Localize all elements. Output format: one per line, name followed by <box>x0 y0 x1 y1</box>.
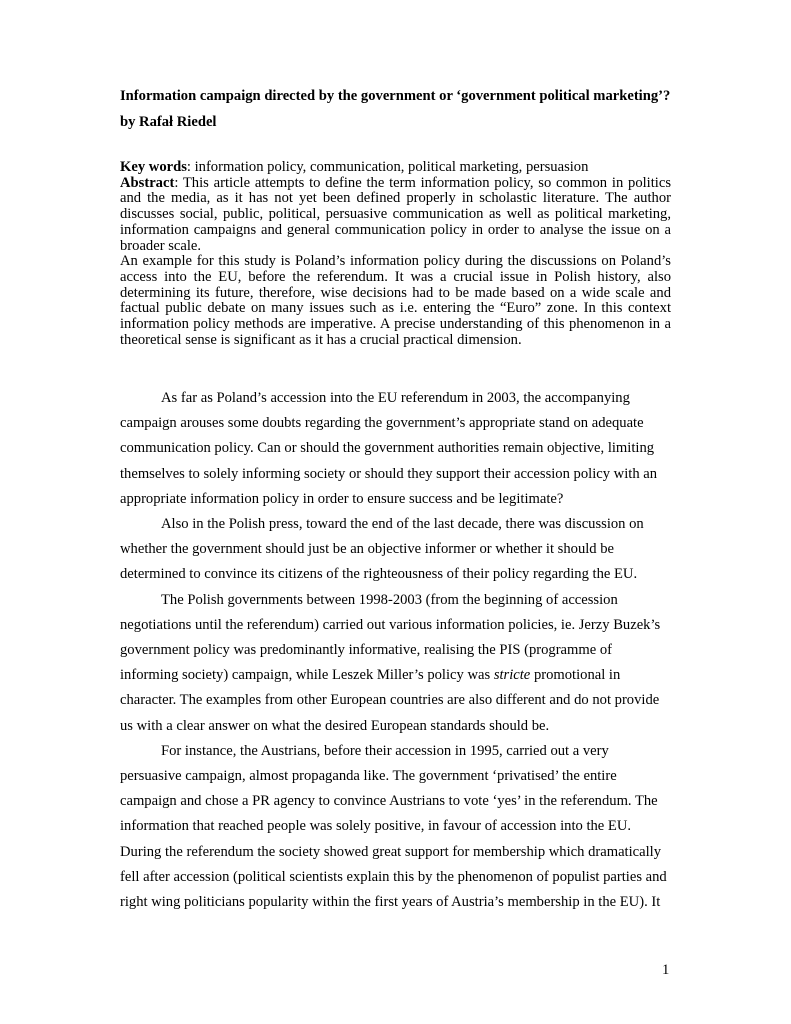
body-paragraph-2: Also in the Polish press, toward the end of the last decade, there was discussion on whether the government should just be an objective informer or whether it should be determined to convince its citizens of the righteousness of their policy regarding the EU. <box>120 516 644 583</box>
body-text <box>120 386 671 915</box>
body-paragraph-3-emphasis: stricte <box>493 667 531 684</box>
body-paragraph-1: As far as Poland’s accession into the EU referendum in 2003, the accompanying campaign arouses some doubts regarding the government’s appropriate stand on adequate communication policy. Can or should the government authorities remain objective, limiting themselves to solely informing society or should they support their accession policy with an appropriate information policy in order to ensure success and be legitimate? <box>120 390 658 507</box>
abstract-text: : This article attempts to define the term information policy, so common in politics and the media, as it has not yet been defined properly in scholastic literature. The author discusses social, public, political, persuasive communication as well as political marketing, information campaigns and general communication policy in order to analyse the issue on a broader scale. <box>120 174 671 254</box>
body-paragraph-3-part-2: promotional in character. The examples from other European countries are also different and do not provide us with a clear answer on what the desired European standards should be. <box>120 667 660 734</box>
paper-title: Information campaign directed by the government or ‘government political marketing’? <box>120 88 671 104</box>
body-paragraph-3 <box>120 588 671 739</box>
author-line: by Rafał Riedel <box>120 114 217 130</box>
abstract-paragraph <box>120 176 671 255</box>
keywords-text: : information policy, communication, political marketing, persuasion <box>186 159 589 175</box>
front-matter <box>120 160 671 348</box>
body-paragraph-4: For instance, the Austrians, before their accession in 1995, carried out a very persuasive campaign, almost propaganda like. The government ‘privatised’ the entire campaign and chose a PR agency to convince Austrians to vote ‘yes’ in the referendum. The information that reached people was solely positive, in favour of accession into the EU. During the referendum the society showed great support for membership which dramatically fell after accession (political scientists explain this by the phenomenon of populist parties and right wing politicians popularity within the first years of Austria’s membership in the EU). It <box>120 742 667 911</box>
body-paragraph-3-part-1: The Polish governments between 1998-2003 (from the beginning of accession negotiations until the referendum) carried out various information policies, ie. Jerzy Buzek’s government policy was predominantly informative, realising the PIS (programme of informing society) campaign, while Leszek Miller’s policy was <box>120 591 661 684</box>
page-number: 1 <box>662 962 670 978</box>
abstract-continuation: An example for this study is Poland’s information policy during the discussions on Poland’s access into the EU, before the referendum. It was a crucial issue in Polish history, also determining its future, therefore, wise decisions had to be made based on a wide scale and factual public debate on many issues such as i.e. entering the “Euro” zone. In this context information policy methods are imperative. A precise understanding of this phenomenon in a theoretical sense is significant as it has a crucial practical dimension. <box>120 253 671 348</box>
keywords-paragraph <box>120 160 671 176</box>
abstract-label: Abstract <box>120 174 175 191</box>
keywords-label: Key words <box>120 159 187 175</box>
